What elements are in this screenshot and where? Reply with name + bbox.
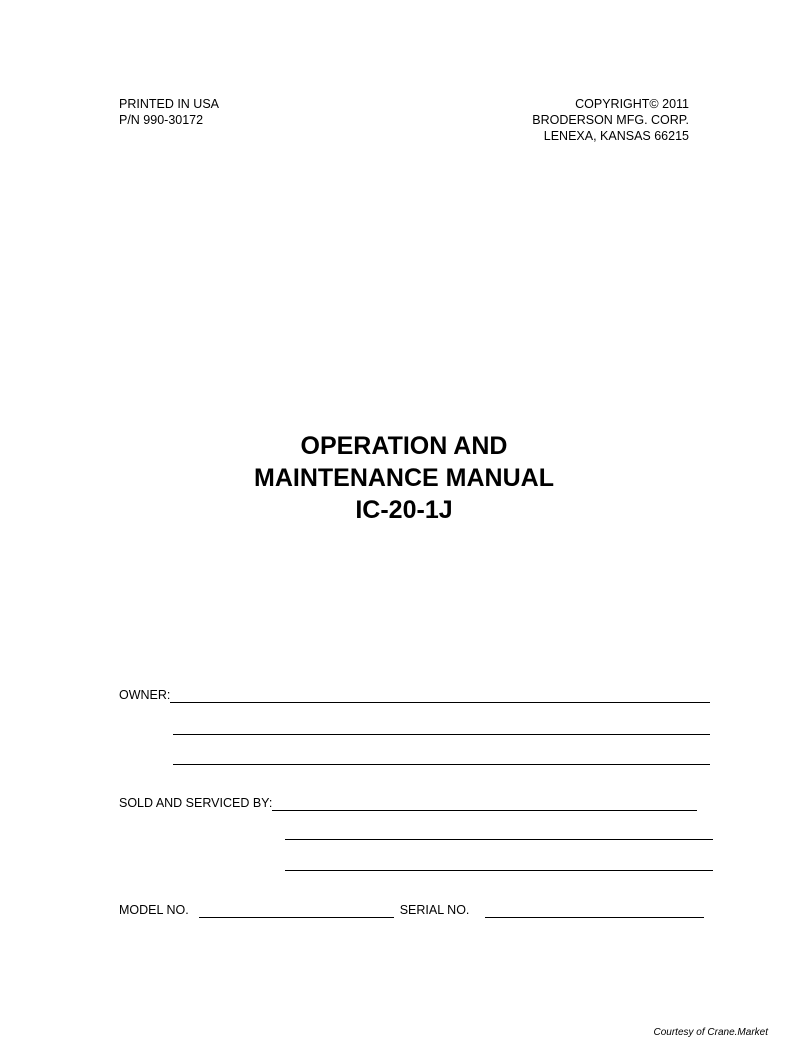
- sold-serviced-line-1[interactable]: [272, 797, 697, 811]
- sold-serviced-row-3: [285, 857, 713, 871]
- copyright-block: [532, 96, 689, 144]
- sold-serviced-line-2[interactable]: [285, 826, 713, 840]
- owner-line-2[interactable]: [173, 721, 710, 735]
- title-line-2: MAINTENANCE MANUAL: [254, 464, 554, 492]
- company-name-text: BRODERSON MFG. CORP.: [532, 113, 689, 127]
- serial-number-label: SERIAL NO.: [399, 903, 470, 917]
- serial-number-line[interactable]: [485, 904, 704, 918]
- model-number-line[interactable]: [199, 904, 394, 918]
- owner-row-3: [173, 751, 710, 765]
- print-info-block: [119, 96, 219, 128]
- owner-label: OWNER:: [119, 688, 171, 702]
- owner-row: [119, 687, 710, 703]
- part-number-text: P/N 990-30172: [119, 113, 204, 127]
- owner-line-1[interactable]: [170, 689, 710, 703]
- company-address-text: LENEXA, KANSAS 66215: [543, 129, 689, 143]
- sold-serviced-label: SOLD AND SERVICED BY:: [119, 796, 273, 810]
- printed-in-usa-text: PRINTED IN USA: [119, 97, 220, 111]
- model-number-label: MODEL NO.: [119, 903, 189, 917]
- sold-serviced-row-2: [285, 826, 713, 840]
- manual-title: [0, 430, 808, 526]
- owner-row-2: [173, 721, 710, 735]
- title-line-3: IC-20-1J: [355, 496, 453, 524]
- copyright-text: COPYRIGHT© 2011: [575, 97, 689, 111]
- title-line-1: OPERATION AND: [300, 432, 508, 460]
- owner-line-3[interactable]: [173, 751, 710, 765]
- courtesy-note: Courtesy of Crane.Market: [653, 1027, 768, 1038]
- sold-serviced-row: [119, 795, 697, 811]
- sold-serviced-line-3[interactable]: [285, 857, 713, 871]
- model-serial-row: [119, 902, 704, 918]
